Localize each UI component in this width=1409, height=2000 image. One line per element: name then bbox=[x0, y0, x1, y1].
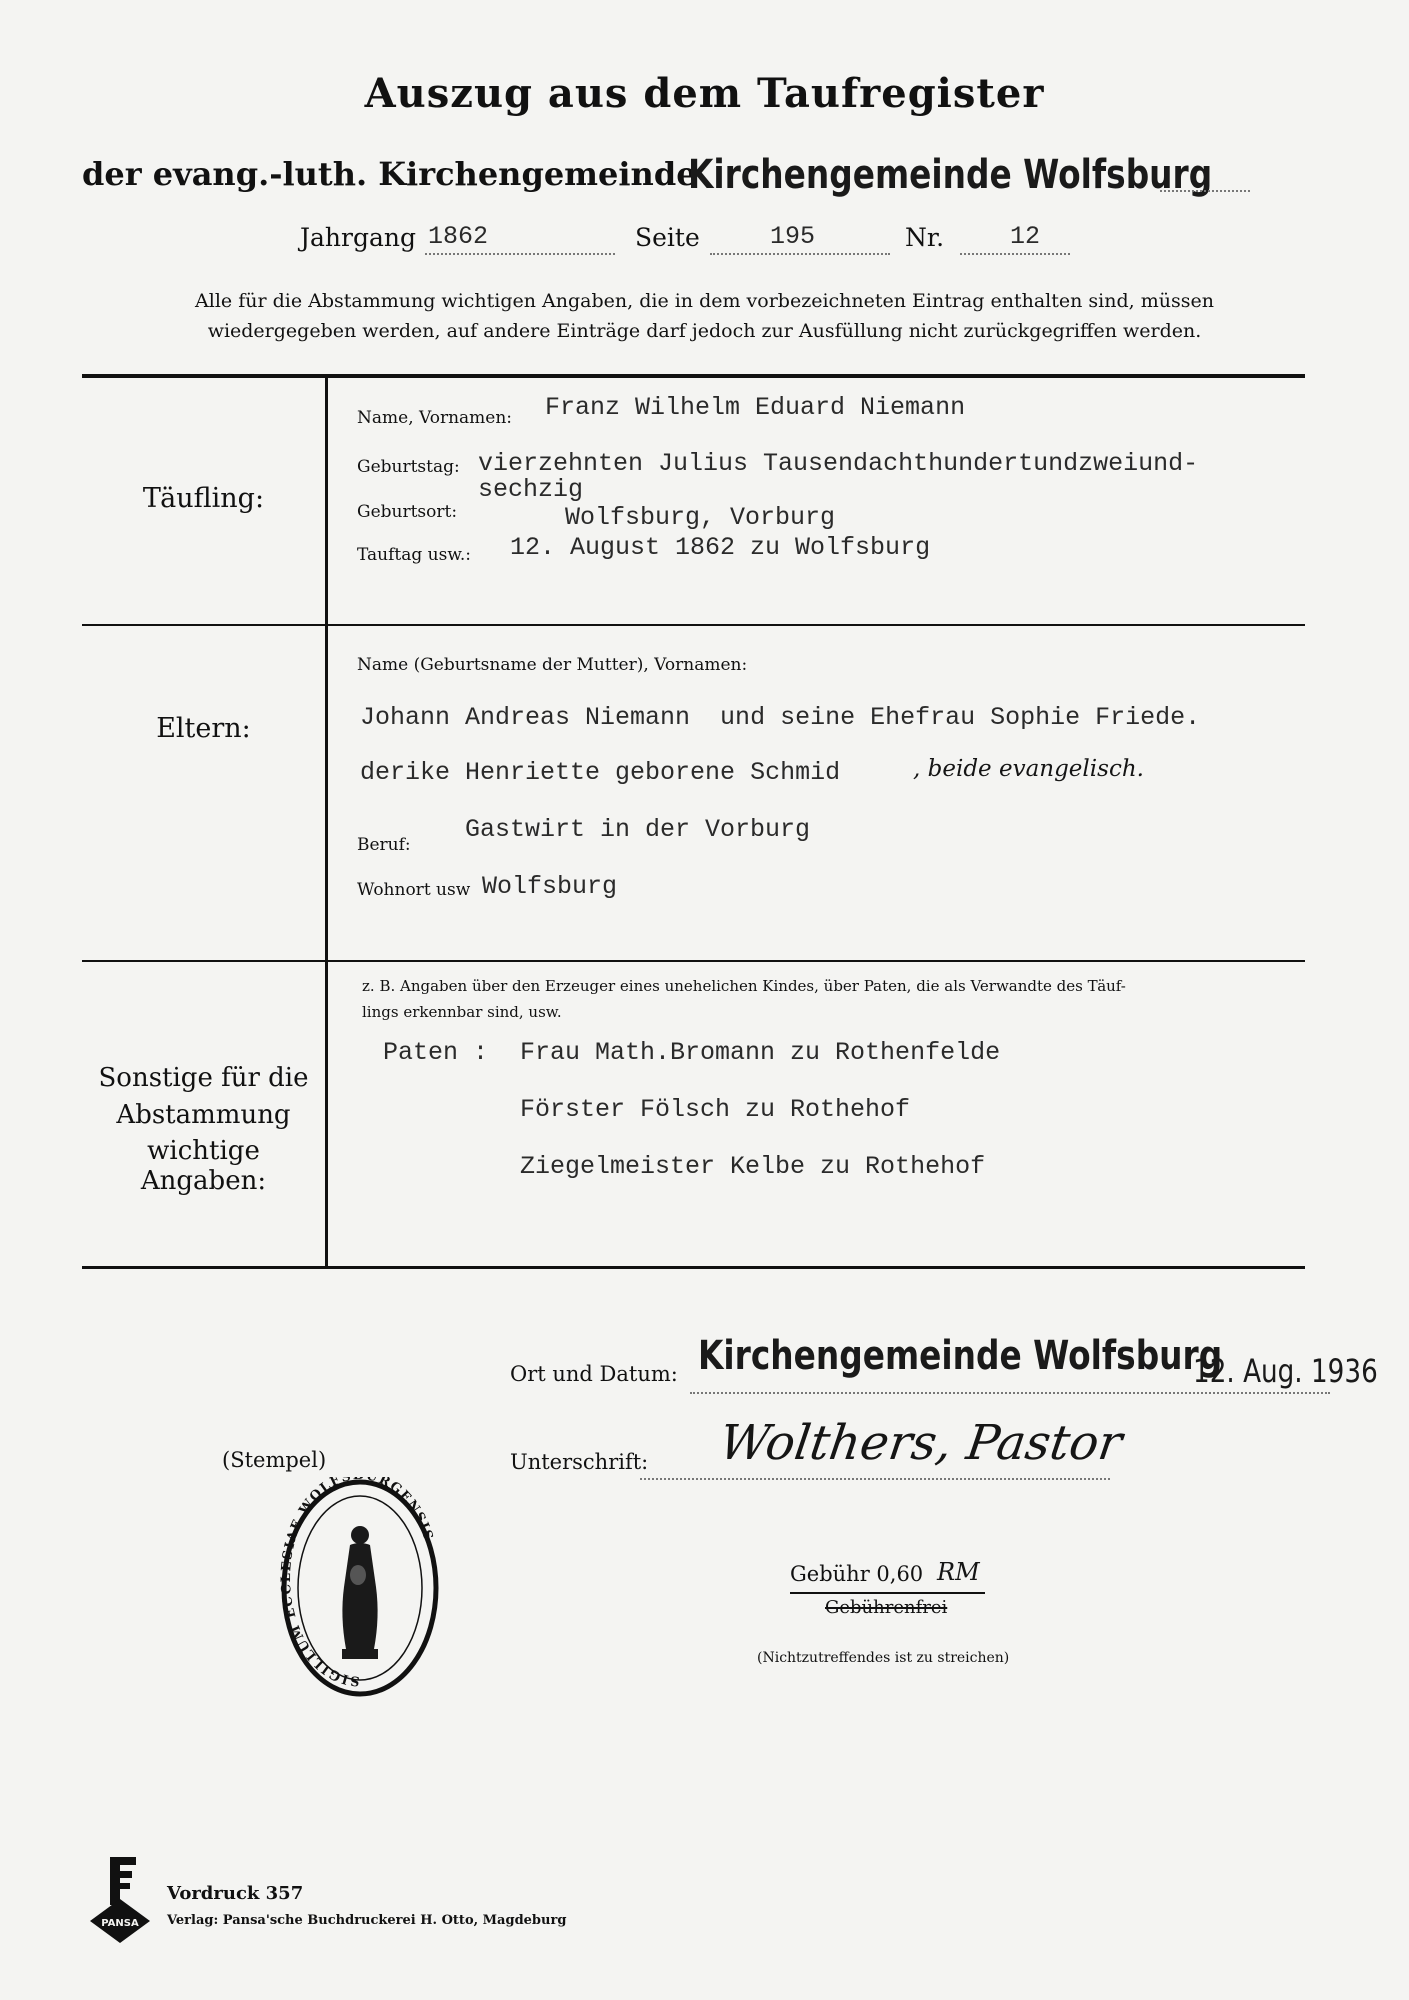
page-label: Seite bbox=[635, 223, 700, 252]
parish-stamp: Kirchengemeinde Wolfsburg bbox=[688, 152, 1213, 198]
other-note-line-1: z. B. Angaben über den Erzeuger eines unehelichen Kindes, über Paten, die als Verwandte des Täuf- bbox=[362, 977, 1126, 995]
fee-free-struck: Gebührenfrei bbox=[825, 1597, 948, 1618]
occupation-value: Gastwirt in der Vorburg bbox=[465, 815, 811, 844]
document-title: Auszug aus dem Taufregister bbox=[364, 70, 1045, 117]
table-top-rule bbox=[82, 374, 1305, 378]
number-dotted-line bbox=[960, 253, 1070, 255]
section-baptized-label: Täufling: bbox=[142, 483, 265, 514]
godparents-label: Paten : bbox=[383, 1038, 489, 1067]
table-column-divider bbox=[325, 378, 328, 1268]
table-bottom-rule bbox=[82, 1266, 1305, 1269]
table-rule-1 bbox=[82, 624, 1305, 626]
church-seal bbox=[280, 1477, 440, 1699]
form-number: Vordruck 357 bbox=[167, 1883, 304, 1904]
place-date-dotted-line bbox=[690, 1392, 1330, 1394]
pansa-logo-text: PANSA bbox=[101, 1918, 139, 1929]
year-value: 1862 bbox=[428, 222, 489, 251]
signature-label: Unterschrift: bbox=[510, 1450, 649, 1474]
birthday-value-line-1: vierzehnten Julius Tausendachthundertundzweiund- bbox=[478, 449, 1199, 478]
place-stamp: Kirchengemeinde Wolfsburg bbox=[698, 1333, 1223, 1379]
year-label: Jahrgang bbox=[300, 223, 416, 252]
residence-label: Wohnort usw bbox=[357, 880, 471, 900]
page-dotted-line bbox=[710, 253, 890, 255]
section-other-label-line-1: Sonstige für die bbox=[98, 1063, 309, 1093]
parents-line-1: Johann Andreas Niemann und seine Ehefrau Sophie Friede. bbox=[360, 703, 1201, 732]
parents-line-2-handwritten: , beide evangelisch. bbox=[913, 756, 1144, 782]
godparent-2: Förster Fölsch zu Rothehof bbox=[520, 1095, 911, 1124]
parish-dotted-line bbox=[1160, 190, 1250, 192]
other-note-line-2: lings erkennbar sind, usw. bbox=[362, 1003, 562, 1021]
parish-label: der evang.-luth. Kirchengemeinde bbox=[82, 155, 697, 193]
birthplace-value: Wolfsburg, Vorburg bbox=[565, 503, 836, 532]
date-stamp: 12. Aug. 1936 bbox=[1193, 1352, 1378, 1390]
section-parents-label: Eltern: bbox=[156, 713, 251, 744]
number-label: Nr. bbox=[905, 223, 945, 252]
publisher: Verlag: Pansa'sche Buchdruckerei H. Otto, Magdeburg bbox=[167, 1913, 567, 1928]
baptism-value: 12. August 1862 zu Wolfsburg bbox=[510, 533, 931, 562]
birthplace-label: Geburtsort: bbox=[357, 502, 458, 522]
table-rule-2 bbox=[82, 960, 1305, 962]
fee-underline bbox=[790, 1592, 985, 1594]
fee-label: Gebühr 0,60 bbox=[790, 1562, 924, 1586]
occupation-label: Beruf: bbox=[357, 835, 411, 855]
birthday-value-line-2: sechzig bbox=[478, 475, 584, 504]
place-date-label: Ort und Datum: bbox=[510, 1362, 678, 1386]
signature-dotted-line bbox=[640, 1478, 1110, 1480]
year-dotted-line bbox=[425, 253, 615, 255]
section-other-label-line-2: Abstammung bbox=[116, 1100, 291, 1130]
fee-unit: RM bbox=[937, 1558, 980, 1586]
strike-note: (Nichtzutreffendes ist zu streichen) bbox=[757, 1650, 1010, 1666]
page-value: 195 bbox=[770, 222, 816, 251]
godparent-3: Ziegelmeister Kelbe zu Rothehof bbox=[520, 1152, 986, 1181]
baptized-name-value: Franz Wilhelm Eduard Niemann bbox=[545, 393, 966, 422]
number-value: 12 bbox=[1010, 222, 1041, 251]
seal-label: (Stempel) bbox=[222, 1448, 327, 1472]
section-other-label-line-3: wichtige Angaben: bbox=[140, 1136, 267, 1196]
baptism-label: Tauftag usw.: bbox=[357, 545, 471, 565]
baptized-name-label: Name, Vornamen: bbox=[357, 408, 513, 428]
pansa-logo bbox=[90, 1855, 150, 1945]
parents-line-2: derike Henriette geborene Schmid bbox=[360, 758, 841, 787]
signature: Wolthers, Pastor bbox=[716, 1415, 1126, 1471]
birthday-label: Geburtstag: bbox=[357, 457, 460, 477]
instruction-line-2: wiedergegeben werden, auf andere Einträge darf jedoch zur Ausfüllung nicht zurückgegriffen werden. bbox=[207, 320, 1202, 342]
residence-value: Wolfsburg bbox=[482, 872, 618, 901]
instruction-line-1: Alle für die Abstammung wichtigen Angaben, die in dem vorbezeichneten Eintrag enthalten sind, müssen bbox=[195, 290, 1214, 312]
godparent-1: Frau Math.Bromann zu Rothenfelde bbox=[520, 1038, 1001, 1067]
parents-name-label: Name (Geburtsname der Mutter), Vornamen: bbox=[357, 655, 748, 675]
seal-text: SIGILLUM ECCLESIAE WOLFS RGENSIS bbox=[280, 1477, 436, 1689]
